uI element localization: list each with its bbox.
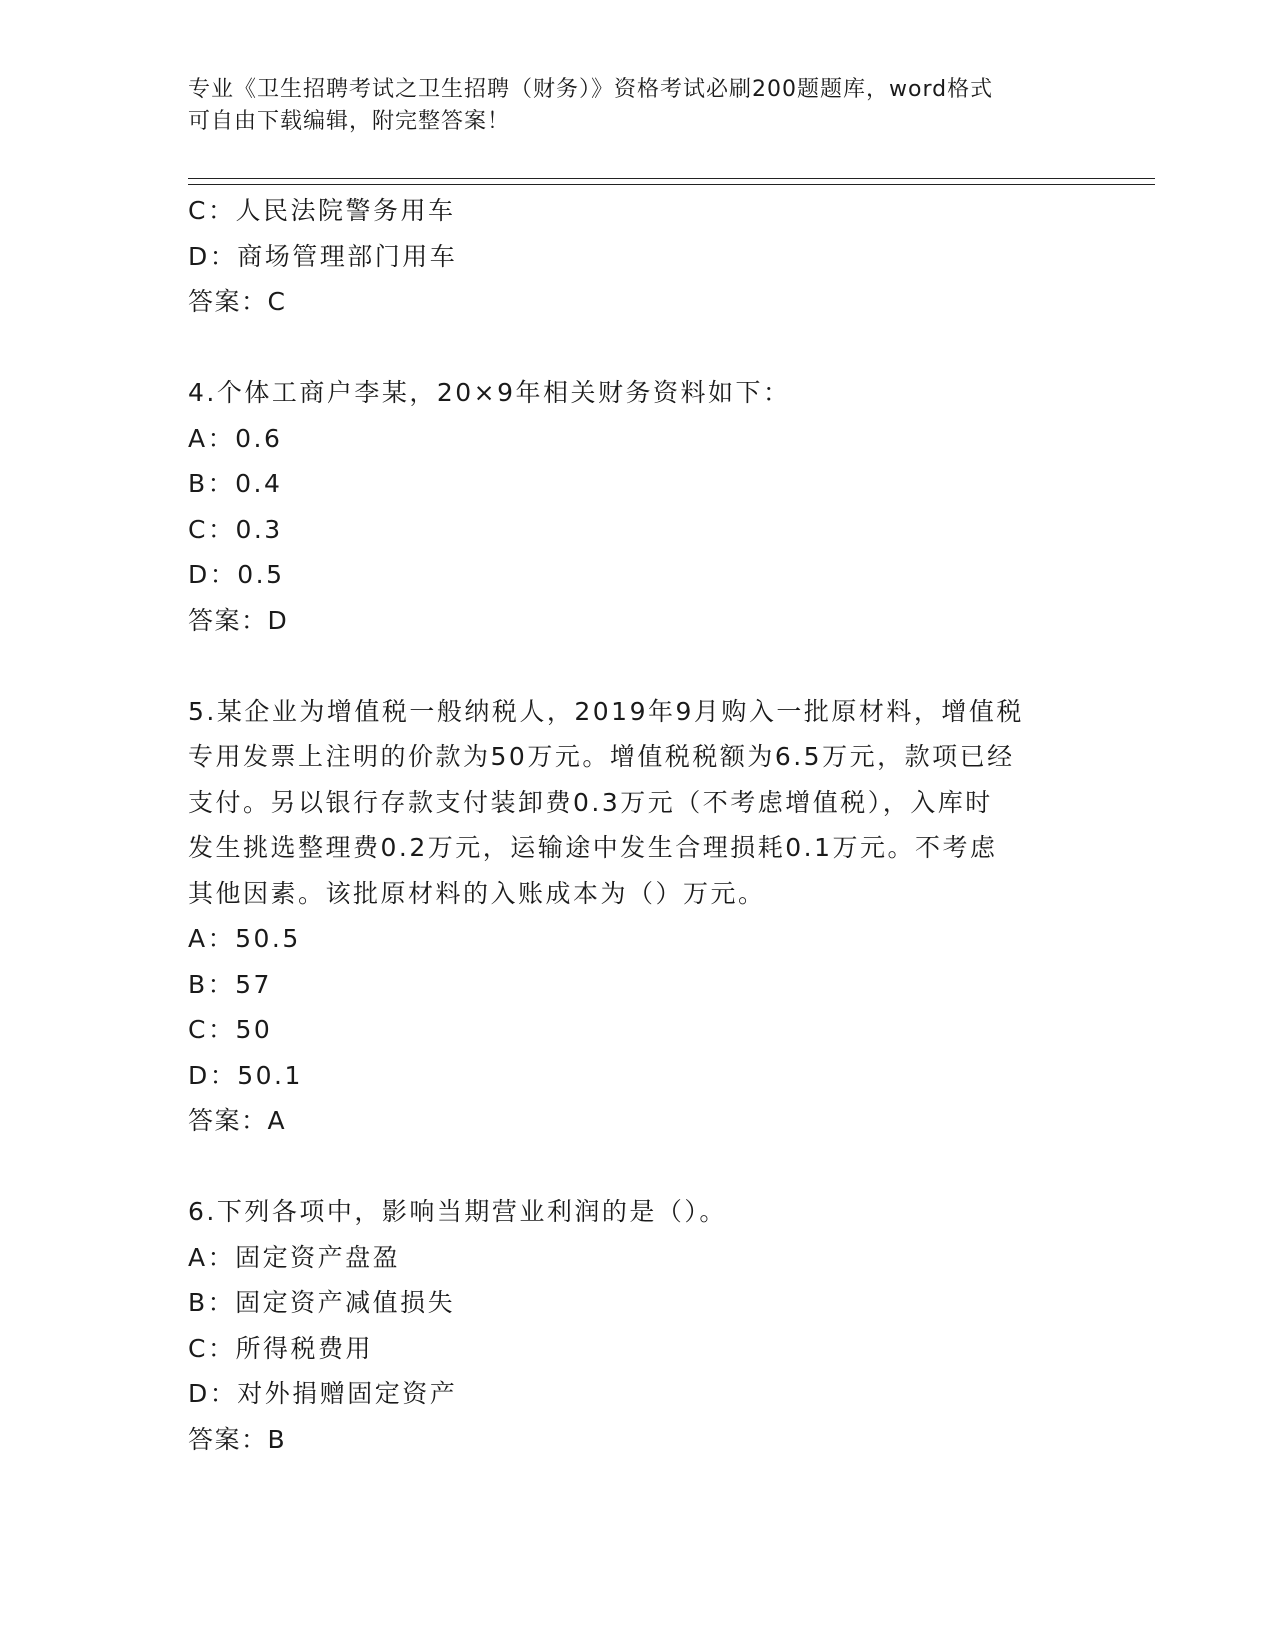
answer-line: 答案：D (188, 605, 289, 635)
question-stem-line: 发生挑选整理费0.2万元，运输途中发生合理损耗0.1万元。不考虑 (188, 833, 998, 862)
header-rule-bottom (188, 184, 1155, 185)
option-a: A：固定资产盘盈 (188, 1242, 401, 1272)
question-3-tail (188, 188, 1078, 325)
option-b: B：固定资产减值损失 (188, 1288, 456, 1317)
spacer (188, 643, 1078, 689)
header-line-1: 专业《卫生招聘考试之卫生招聘（财务）》资格考试必刷200题题库，word格式 (188, 77, 994, 102)
option-d: D：50.1 (188, 1060, 303, 1090)
option-b: B：0.4 (188, 469, 283, 498)
option-d: D：商场管理部门用车 (188, 241, 458, 271)
question-5 (188, 689, 1078, 1144)
document-header (188, 74, 1068, 138)
option-a: A：50.5 (188, 924, 301, 953)
option-c: C：人民法院警务用车 (188, 196, 456, 225)
option-d: D：0.5 (188, 560, 285, 589)
question-4 (188, 370, 1078, 643)
question-stem: 6.下列各项中，影响当期营业利润的是（）。 (188, 1197, 727, 1226)
option-d: D：对外捐赠固定资产 (188, 1379, 458, 1408)
answer-line: 答案：B (188, 1424, 287, 1454)
spacer (188, 1144, 1078, 1190)
answer-line: 答案：A (188, 1106, 287, 1135)
question-stem-line: 支付。另以银行存款支付装卸费0.3万元（不考虑增值税），入库时 (188, 787, 993, 817)
question-stem-line: 5.某企业为增值税一般纳税人，2019年9月购入一批原材料，增值税 (188, 696, 1024, 726)
question-stem: 4.个体工商户李某，20×9年相关财务资料如下： (188, 378, 791, 407)
header-rule-top (188, 178, 1155, 179)
spacer (188, 325, 1078, 371)
option-c: C：0.3 (188, 514, 283, 544)
question-stem-line: 其他因素。该批原材料的入账成本为（）万元。 (188, 878, 766, 908)
question-6 (188, 1189, 1078, 1462)
option-c: C：所得税费用 (188, 1333, 373, 1363)
document-body (188, 188, 1078, 1462)
option-a: A：0.6 (188, 423, 283, 453)
header-line-2: 可自由下载编辑，附完整答案！ (188, 109, 511, 134)
option-b: B：57 (188, 969, 272, 999)
answer-line: 答案：C (188, 287, 287, 316)
option-c: C：50 (188, 1015, 273, 1044)
question-stem-line: 专用发票上注明的价款为50万元。增值税税额为6.5万元，款项已经 (188, 742, 1015, 771)
